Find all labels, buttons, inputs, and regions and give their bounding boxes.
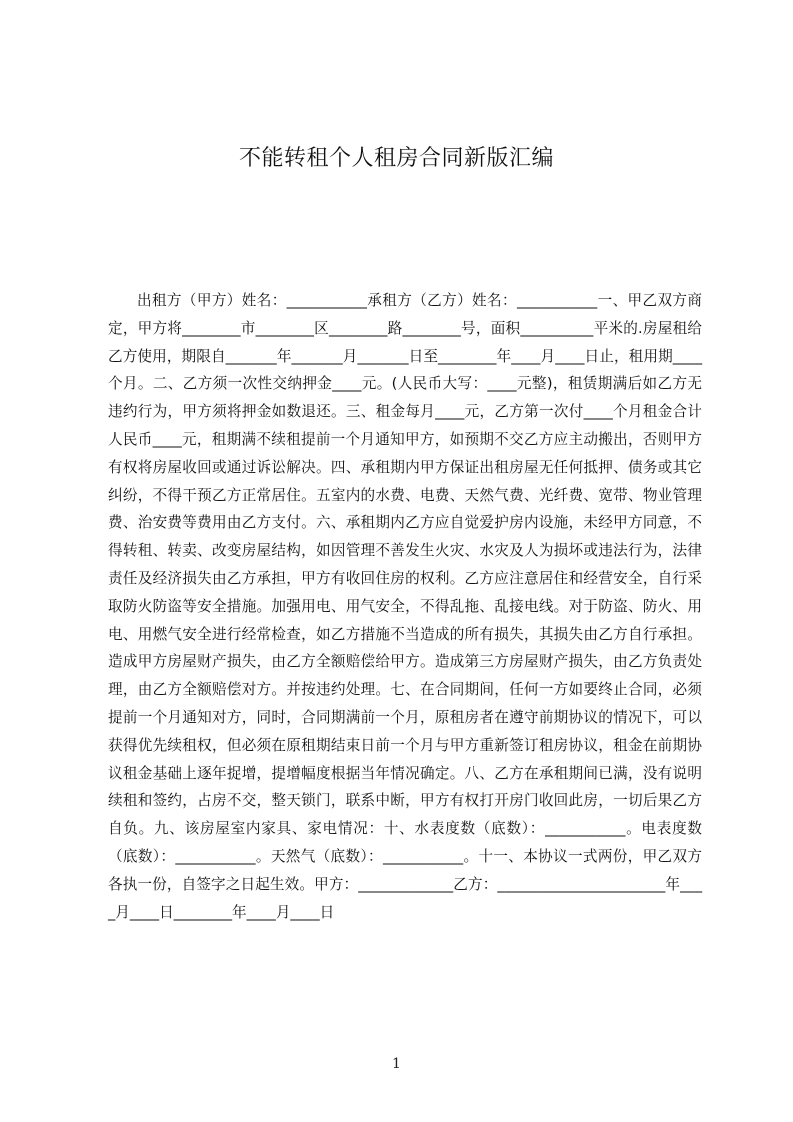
contract-body-paragraph: 出租方（甲方）姓名：___________承租方（乙方）姓名：___________一、甲乙双方商定，甲方将________市________区________路________号，面积__________平米的.房屋租给乙方使用，期限自_______年_______月_______日至________年____月____日止，租用期____个月。二、乙方须一次性交纳押金____元。(人民币大写：____元整)，租赁期满后如乙方无违约行为，甲方须将押金如数退还。三、租金每月____元，乙方第一次付____个月租金合计人民币____元，租期满不续租提前一个月通知甲方，如预期不交乙方应主动搬出，否则甲方有权将房屋收回或通过诉讼解决。四、承租期内甲方保证出租房屋无任何抵押、债务或其它纠纷，不得干预乙方正常居住。五室内的水费、电费、天然气费、光纤费、宽带、物业管理费、治安费等费用由乙方支付。六、承租期内乙方应自觉爱护房内设施，未经甲方同意，不得转租、转卖、改变房屋结构，如因管理不善发生火灾、水灾及人为损坏或违法行为，法律责任及经济损失由乙方承担，甲方有收回住房的权利。乙方应注意居住和经营安全，自行采取防火防盗等安全措施。加强用电、用气安全，不得乱拖、乱接电线。对于防盗、防火、用电、用燃气安全进行经常检查，如乙方措施不当造成的所有损失，其损失由乙方自行承担。造成甲方房屋财产损失，由乙方全额赔偿给甲方。造成第三方房屋财产损失，由乙方负责处理，由乙方全额赔偿对方。并按违约处理。七、在合同期间，任何一方如要终止合同，必须提前一个月通知对方，同时，合同期满前一个月，原租房者在遵守前期协议的情况下，可以获得优先续租权，但必须在原租期结束日前一个月与甲方重新签订租房协议，租金在前期协议租金基础上逐年捉增，提增幅度根据当年情况确定。八、乙方在承租期间已满，没有说明续租和签约，占房不交，整天锁门，联系中断，甲方有权打开房门收回此房，一切后果乙方自负。九、该房屋室内家具、家电情况：十、水表度数（底数）：___________。电表度数（底数）：___________。天然气（底数）：___________。十一、本协议一式两份，甲乙双方各执一份，自签字之日起生效。甲方：_____________乙方：_______________________年____月____日________年____月____日	[108, 292, 703, 921]
page-number: 1	[392, 1056, 401, 1072]
document-title: 不能转租个人租房合同新版汇编	[238, 146, 554, 171]
